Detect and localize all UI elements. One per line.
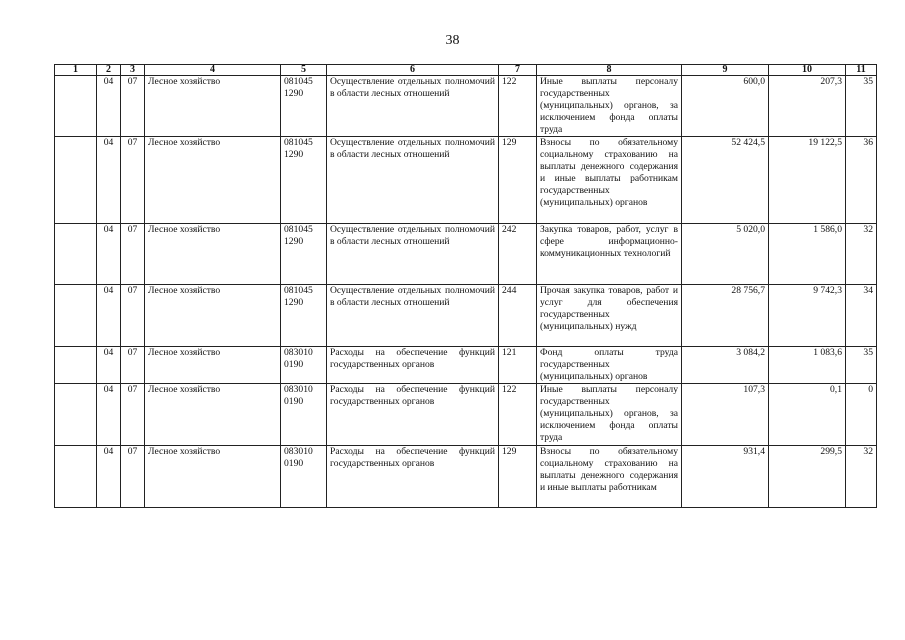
cell-target-code: 081045 1290 [281,137,327,224]
cell-plan: 28 756,7 [682,285,769,347]
cell-expense-name: Взносы по обязательному социальному страхованию на выплаты денежного содержания и иные выплаты работникам государственных (муниципальных) органов [537,137,682,224]
cell-subsection: 07 [121,137,145,224]
col-header-11: 11 [846,65,877,76]
cell-name: Лесное хозяйство [145,384,281,446]
cell-target-code: 083010 0190 [281,347,327,384]
cell-name: Лесное хозяйство [145,347,281,384]
cell-section: 04 [97,384,121,446]
cell-col1 [55,347,97,384]
cell-subsection: 07 [121,224,145,285]
table-row [55,446,877,508]
cell-percent: 35 [846,347,877,384]
table-row [55,137,877,224]
cell-expense-type: 129 [499,446,537,508]
cell-expense-type: 129 [499,137,537,224]
table-row [55,285,877,347]
col-header-5: 5 [281,65,327,76]
cell-percent: 0 [846,384,877,446]
col-header-9: 9 [682,65,769,76]
cell-section: 04 [97,76,121,137]
cell-expense-name: Иные выплаты персоналу государственных (муниципальных) органов, за исключением фонда оплаты труда [537,76,682,137]
cell-expense-name: Взносы по обязательному социальному страхованию на выплаты денежного содержания и иные выплаты работникам [537,446,682,508]
cell-expense-type: 122 [499,384,537,446]
cell-subsection: 07 [121,446,145,508]
cell-target-code: 081045 1290 [281,285,327,347]
cell-section: 04 [97,137,121,224]
cell-col1 [55,285,97,347]
cell-target-name: Расходы на обеспечение функций государственных органов [327,446,499,508]
cell-actual: 0,1 [769,384,846,446]
budget-table [54,64,877,508]
cell-expense-name: Закупка товаров, работ, услуг в сфере информационно-коммуникационных технологий [537,224,682,285]
cell-expense-type: 121 [499,347,537,384]
col-header-2: 2 [97,65,121,76]
cell-expense-name: Прочая закупка товаров, работ и услуг для обеспечения государственных (муниципальных) нужд [537,285,682,347]
cell-expense-type: 244 [499,285,537,347]
cell-percent: 36 [846,137,877,224]
cell-actual: 19 122,5 [769,137,846,224]
col-header-6: 6 [327,65,499,76]
cell-actual: 1 083,6 [769,347,846,384]
table-row [55,384,877,446]
cell-section: 04 [97,347,121,384]
cell-name: Лесное хозяйство [145,137,281,224]
cell-target-name: Расходы на обеспечение функций государственных органов [327,384,499,446]
cell-target-code: 081045 1290 [281,224,327,285]
cell-actual: 299,5 [769,446,846,508]
cell-col1 [55,76,97,137]
cell-section: 04 [97,446,121,508]
cell-expense-type: 242 [499,224,537,285]
cell-percent: 34 [846,285,877,347]
col-header-8: 8 [537,65,682,76]
cell-percent: 32 [846,224,877,285]
page-number: 38 [445,33,460,48]
cell-name: Лесное хозяйство [145,285,281,347]
cell-plan: 107,3 [682,384,769,446]
cell-percent: 35 [846,76,877,137]
cell-name: Лесное хозяйство [145,446,281,508]
cell-actual: 207,3 [769,76,846,137]
cell-plan: 3 084,2 [682,347,769,384]
cell-subsection: 07 [121,384,145,446]
cell-name: Лесное хозяйство [145,76,281,137]
cell-expense-type: 122 [499,76,537,137]
cell-expense-name: Иные выплаты персоналу государственных (муниципальных) органов, за исключением фонда оплаты труда [537,384,682,446]
cell-target-name: Осуществление отдельных полномочий в области лесных отношений [327,285,499,347]
col-header-4: 4 [145,65,281,76]
cell-target-name: Осуществление отдельных полномочий в области лесных отношений [327,224,499,285]
cell-section: 04 [97,285,121,347]
cell-subsection: 07 [121,347,145,384]
col-header-3: 3 [121,65,145,76]
cell-name: Лесное хозяйство [145,224,281,285]
cell-target-code: 083010 0190 [281,384,327,446]
table-row [55,347,877,384]
cell-target-name: Осуществление отдельных полномочий в области лесных отношений [327,137,499,224]
cell-target-code: 083010 0190 [281,446,327,508]
table-row [55,224,877,285]
col-header-7: 7 [499,65,537,76]
cell-col1 [55,224,97,285]
cell-target-code: 081045 1290 [281,76,327,137]
header-row [55,65,877,76]
cell-plan: 931,4 [682,446,769,508]
cell-percent: 32 [846,446,877,508]
cell-target-name: Расходы на обеспечение функций государственных органов [327,347,499,384]
cell-actual: 1 586,0 [769,224,846,285]
col-header-1: 1 [55,65,97,76]
cell-section: 04 [97,224,121,285]
cell-plan: 52 424,5 [682,137,769,224]
col-header-10: 10 [769,65,846,76]
cell-col1 [55,384,97,446]
cell-plan: 5 020,0 [682,224,769,285]
cell-subsection: 07 [121,76,145,137]
cell-subsection: 07 [121,285,145,347]
cell-expense-name: Фонд оплаты труда государственных (муниципальных) органов [537,347,682,384]
cell-actual: 9 742,3 [769,285,846,347]
cell-col1 [55,137,97,224]
cell-col1 [55,446,97,508]
cell-plan: 600,0 [682,76,769,137]
table-row [55,76,877,137]
cell-target-name: Осуществление отдельных полномочий в области лесных отношений [327,76,499,137]
